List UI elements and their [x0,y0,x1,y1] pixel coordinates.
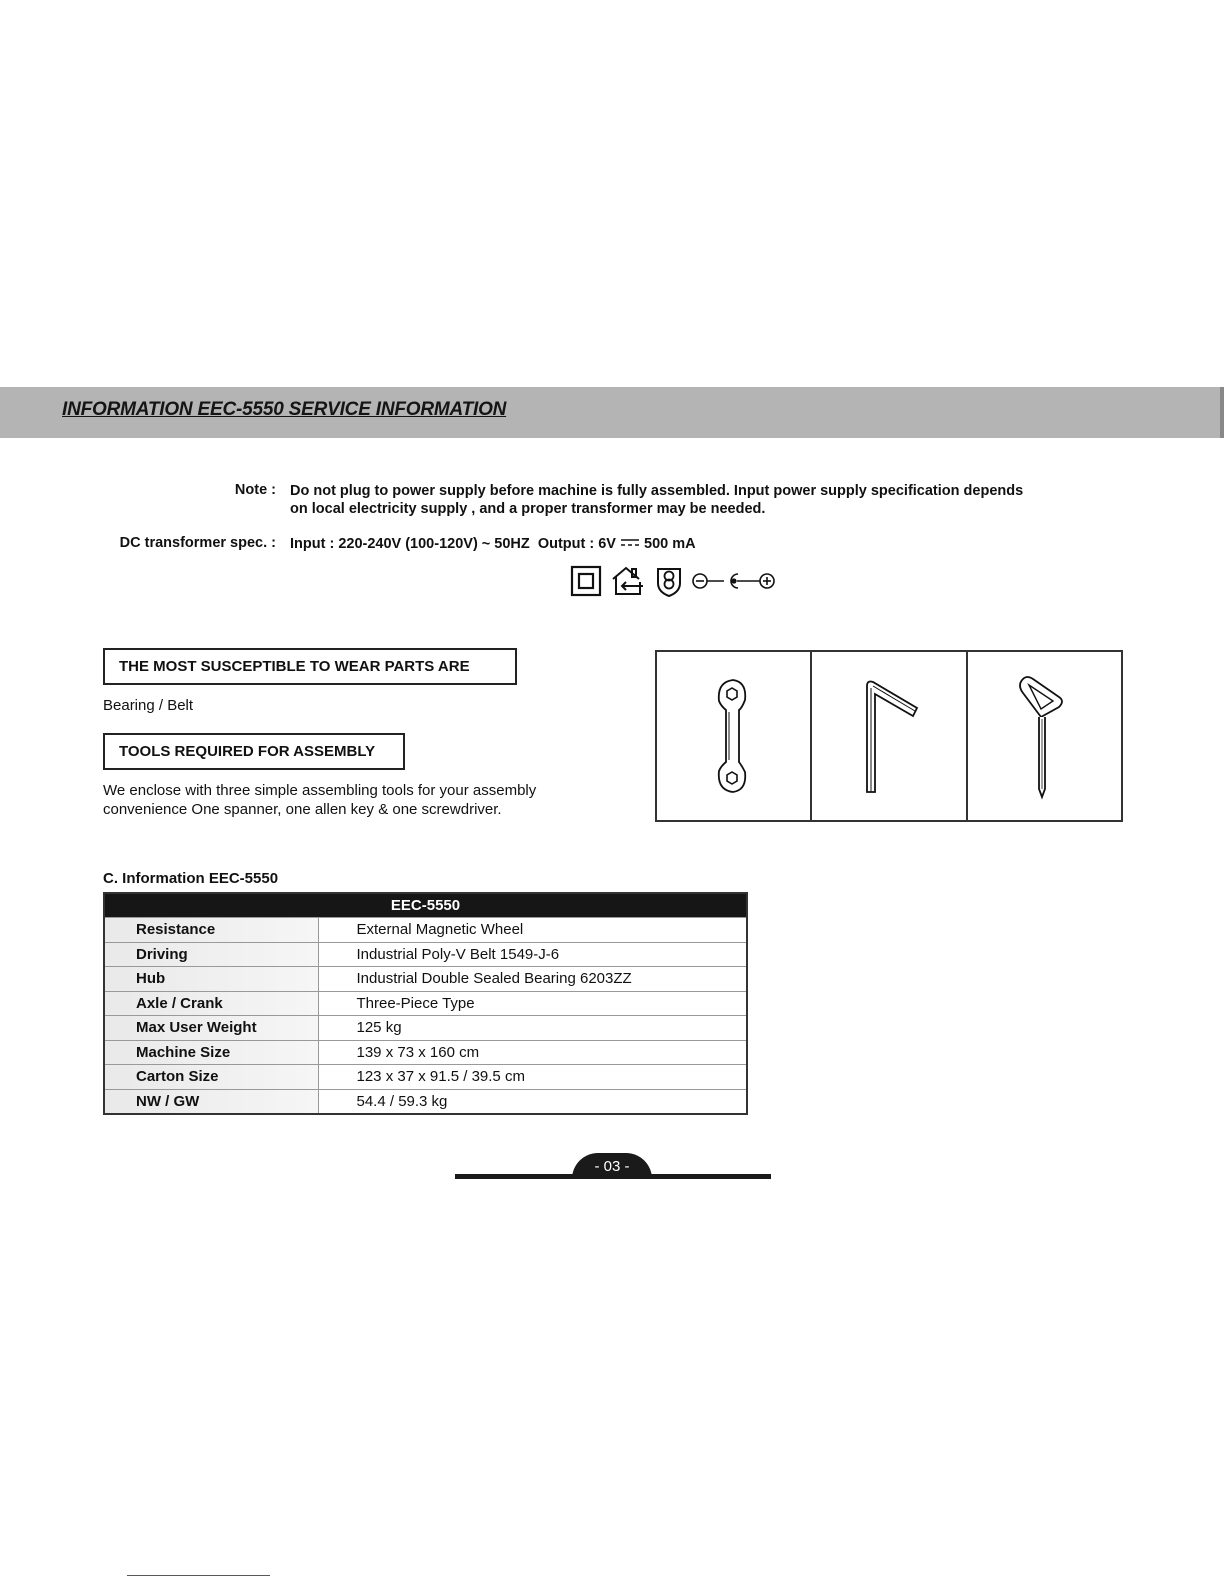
spec-value: 123 x 37 x 91.5 / 39.5 cm [318,1065,747,1090]
spec-key: Axle / Crank [104,991,318,1016]
page-number: - 03 - [572,1153,652,1179]
spec-key: Machine Size [104,1040,318,1065]
page-title: INFORMATION EEC-5550 SERVICE INFORMATION [62,399,507,420]
footer-link-underline [127,1575,270,1576]
dc-spec-input: Input : 220-240V (100-120V) ~ 50HZ [290,536,530,552]
table-row [104,1065,747,1090]
spec-key: NW / GW [104,1089,318,1114]
dc-spec-output-current: 500 mA [644,536,696,552]
spec-value: 125 kg [318,1016,747,1041]
table-row [104,918,747,943]
tools-panel [655,650,1123,822]
table-row [104,1089,747,1114]
dc-spec-label: DC transformer spec. : [119,535,276,551]
table-row [104,991,747,1016]
spec-table [103,892,748,1115]
spec-value: Industrial Double Sealed Bearing 6203ZZ [318,967,747,992]
tools-text-line-2: convenience One spanner, one allen key & one screwdriver. [103,801,502,818]
table-row [104,967,747,992]
section-title: C. Information EEC-5550 [103,870,279,887]
wear-parts-text: Bearing / Belt [103,697,194,714]
dc-polarity-icon [692,571,776,591]
spec-key: Hub [104,967,318,992]
tool-cell-spanner [657,652,812,820]
spec-value: External Magnetic Wheel [318,918,747,943]
note-label: Note : [234,482,276,498]
spec-value: Three-Piece Type [318,991,747,1016]
tools-text [103,781,623,819]
allen-key-icon [849,676,929,796]
spec-key: Driving [104,942,318,967]
spec-key: Resistance [104,918,318,943]
wear-parts-heading: THE MOST SUSCEPTIBLE TO WEAR PARTS ARE [103,648,517,685]
dc-spec-text [290,535,696,553]
spec-value: 139 x 73 x 160 cm [318,1040,747,1065]
page-number-bar [455,1153,771,1183]
spec-value: 54.4 / 59.3 kg [318,1089,747,1114]
spanner-icon [709,676,759,796]
tool-cell-screwdriver [968,652,1121,820]
note-line-2: on local electricity supply , and a proper transformer may be needed. [290,501,766,517]
safety-symbols [570,565,776,597]
indoor-use-icon [610,565,646,597]
tool-cell-allen-key [812,652,967,820]
header-band [0,387,1224,438]
spec-key: Max User Weight [104,1016,318,1041]
table-row [104,942,747,967]
screwdriver-icon [1009,671,1079,801]
spec-value: Industrial Poly-V Belt 1549-J-6 [318,942,747,967]
table-row [104,1016,747,1041]
tools-text-line-1: We enclose with three simple assembling tools for your assembly [103,782,537,799]
note-line-1: Do not plug to power supply before machine is fully assembled. Input power supply specification depends [290,483,1024,499]
double-insulation-icon [570,565,602,597]
table-row [104,1040,747,1065]
note-text [290,482,1120,518]
table-header-row [104,893,747,918]
table-header: EEC-5550 [104,893,747,918]
spec-key: Carton Size [104,1065,318,1090]
tools-heading: TOOLS REQUIRED FOR ASSEMBLY [103,733,405,770]
dc-spec-output: Output : 6V [537,536,616,552]
safety-transformer-icon [654,565,684,597]
dc-symbol-icon [620,535,640,553]
